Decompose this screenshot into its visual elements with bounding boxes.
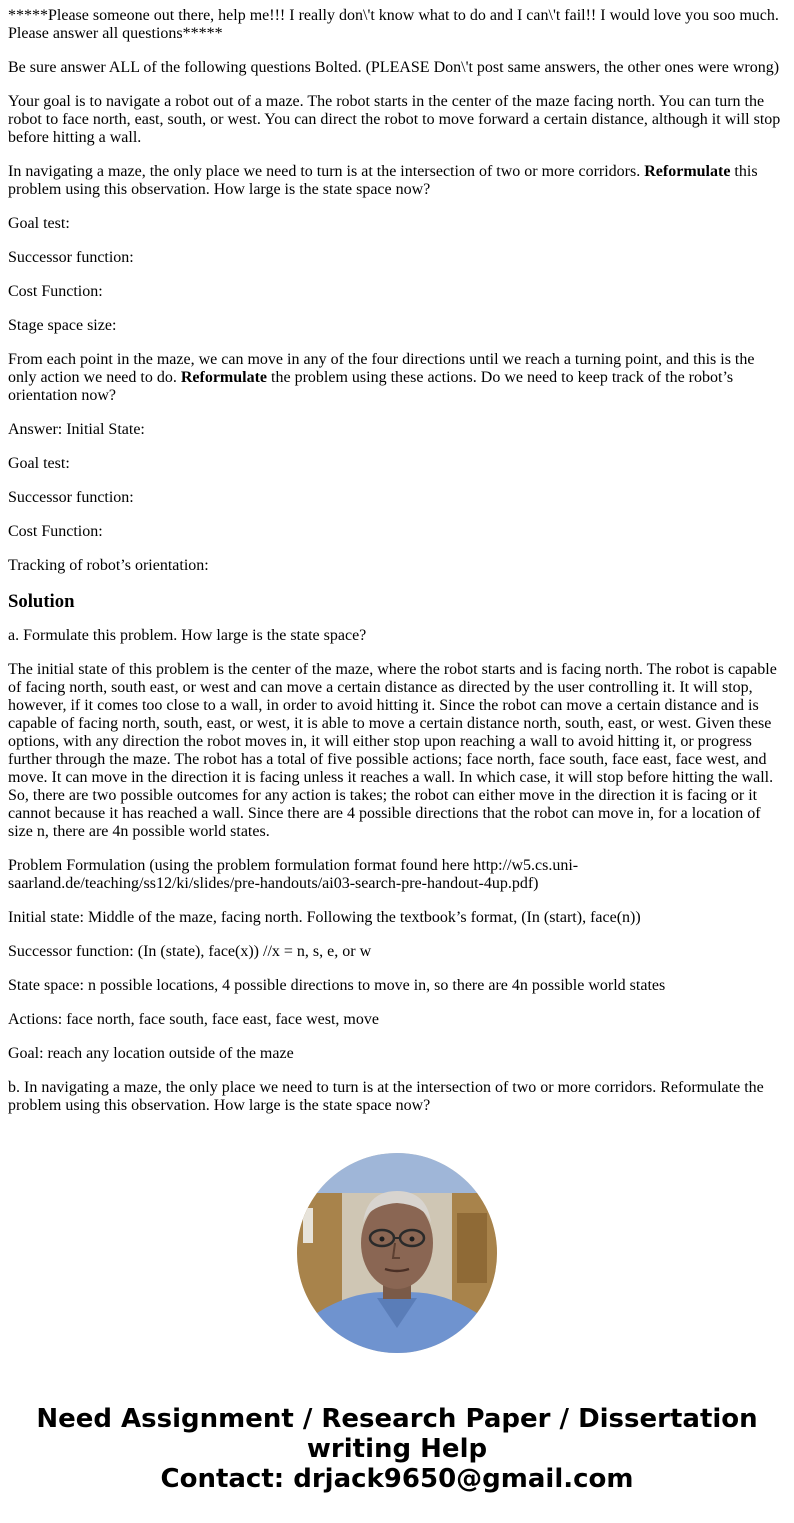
c-field-orientation: Tracking of robot’s orientation: (8, 557, 209, 574)
question-goal: Your goal is to navigate a robot out of a maze. The robot starts in the center of the maze facing north. You can turn the robot to face north, east, south, or west. You can direct the robot to move forward a certain distance, although it will stop before hitting a wall. (8, 93, 781, 146)
b-field-goal-test: Goal test: (8, 215, 70, 232)
avatar (297, 1153, 497, 1353)
avatar-portrait (297, 1153, 497, 1353)
solution-part-b: b. In navigating a maze, the only place we need to turn is at the intersection of two or more corridors. Reformulate the problem using this observation. How large is the state space now? (8, 1079, 764, 1114)
document-body (8, 7, 786, 1131)
c-field-initial-state: Answer: Initial State: (8, 421, 145, 438)
promo-headline: Need Assignment / Research Paper / Dissertation writing Help (36, 1404, 758, 1464)
solution-state-space: State space: n possible locations, 4 possible directions to move in, so there are 4n possible world states (8, 977, 666, 994)
solution-heading: Solution (8, 591, 75, 612)
b-field-state-space: Stage space size: (8, 317, 117, 334)
question-part-b: In navigating a maze, the only place we need to turn is at the intersection of two or more corridors. Reformulate this problem using this observation. How large is the state space now? (8, 163, 758, 198)
solution-part-a: a. Formulate this problem. How large is the state space? (8, 627, 367, 644)
question-intro: *****Please someone out there, help me!!! I really don\'t know what to do and I can\'t fail!! I would love you soo much. Please answer all questions***** (8, 7, 779, 42)
question-instruction: Be sure answer ALL of the following questions Bolted. (PLEASE Don\'t post same answers, the other ones were wrong) (8, 59, 780, 76)
solution-initial-state: Initial state: Middle of the maze, facing north. Following the textbook’s format, (In (start), face(n)) (8, 909, 641, 926)
solution-formulation-note: Problem Formulation (using the problem formulation format found here http://w5.cs.uni-saarland.de/teaching/ss12/ki/slides/pre-handouts/ai03-search-pre-handout-4up.pdf) (8, 857, 579, 892)
question-part-c: From each point in the maze, we can move in any of the four directions until we reach a turning point, and this is the only action we need to do. Reformulate the problem using these actions. Do we need to keep track of the robot’s orientation now? (8, 351, 755, 404)
solution-successor: Successor function: (In (state), face(x)) //x = n, s, e, or w (8, 943, 372, 960)
c-field-goal-test: Goal test: (8, 455, 70, 472)
b-field-successor: Successor function: (8, 249, 134, 266)
b-field-cost: Cost Function: (8, 283, 103, 300)
c-field-cost: Cost Function: (8, 523, 103, 540)
solution-explanation: The initial state of this problem is the center of the maze, where the robot starts and is facing north. The robot is capable of facing north, south east, or west and can move a certain distance as directed by the user controlling it. It will stop, however, if it comes too close to a wall, in order to avoid hitting it. Since the robot can move a certain distance and is capable of facing north, south, east, or west, it is able to move a certain distance north, south, east, or west. Given these options, with any direction the robot moves in, it will either stop upon reaching a wall to avoid hitting it, or progress further through the maze. The robot has a total of five possible actions; face north, face south, face east, face west, and move. It can move in the direction it is facing unless it reaches a wall. In which case, it will stop before hitting the wall. So, there are two possible outcomes for any action is takes; the robot can either move in the direction it is facing or it cannot because it has reached a wall. Since there are 4 possible directions that the robot can move in, for a location of size n, there are 4n possible world states. (8, 661, 777, 840)
promo-banner (0, 1404, 794, 1494)
solution-goal: Goal: reach any location outside of the maze (8, 1045, 294, 1062)
promo-contact: Contact: drjack9650@gmail.com (160, 1464, 634, 1494)
solution-actions: Actions: face north, face south, face east, face west, move (8, 1011, 379, 1028)
c-field-successor: Successor function: (8, 489, 134, 506)
